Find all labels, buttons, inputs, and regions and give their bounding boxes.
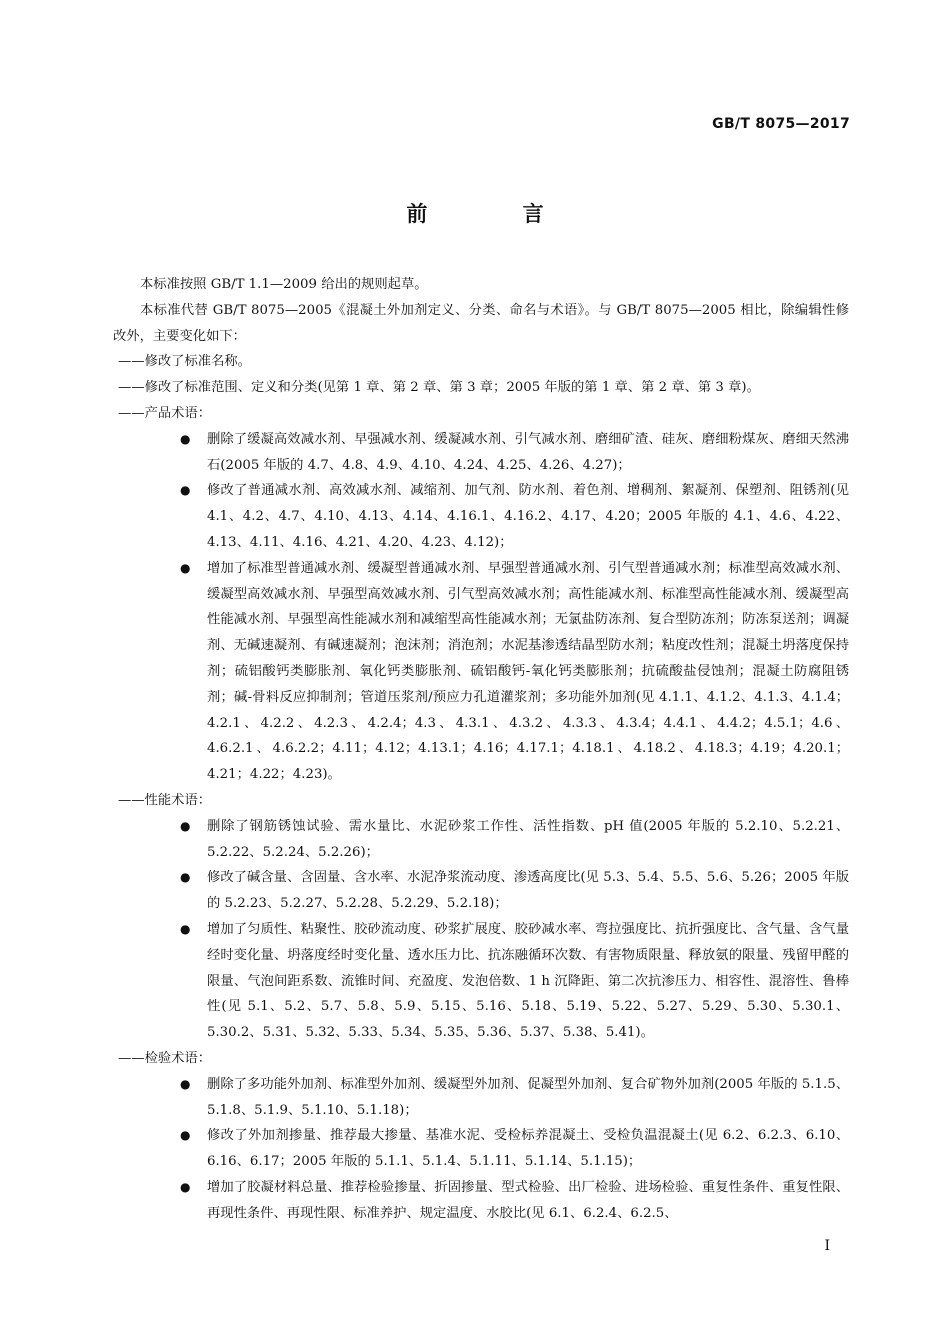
list-item-text: 增加了胶凝材料总量、推荐检验掺量、折固掺量、型式检验、出厂检验、进场检验、重复性条件、重复性限、再现性条件、再现性限、标准养护、规定温度、水胶比(见 6.1、6.2.4、6.2.5、	[207, 1179, 849, 1221]
change-scope: ——修改了标准范围、定义和分类(见第 1 章、第 2 章、第 3 章；2005 年版的第 1 章、第 2 章、第 3 章)。	[118, 380, 760, 396]
page-number: I	[824, 1238, 830, 1254]
bullet-icon: ●	[180, 818, 191, 833]
list-item-text: 删除了多功能外加剂、标准型外加剂、缓凝型外加剂、促凝型外加剂、复合矿物外加剂(2005 年版的 5.1.5、5.1.8、5.1.9、5.1.10、5.1.18)；	[207, 1076, 849, 1118]
test-terms-list	[113, 1072, 849, 1227]
list-item-text: 增加了匀质性、粘聚性、胶砂流动度、砂浆扩展度、胶砂减水率、弯拉强度比、抗折强度比、含气量、含气量经时变化量、坍落度经时变化量、透水压力比、抗冻融循环次数、有害物质限量、释放氨的限量、残留甲醛的限量、气泡间距系数、流锥时间、充盈度、发泡倍数、1 h 沉降距、第二次抗渗压力、相容性、混溶性、鲁棒性(见 5.1、5.2、5.7、5.8、5.9、5.15、5.16、5.18、5.19、5.22、5.27、5.29、5.30、5.30.1、5.30.2、5.31、5.32、5.33、5.34、5.35、5.36、5.37、5.38、5.41)。	[207, 921, 849, 1041]
list-item	[113, 1072, 849, 1124]
bullet-icon: ●	[180, 921, 191, 936]
bullet-icon: ●	[180, 1076, 191, 1091]
bullet-icon: ●	[180, 1179, 191, 1194]
list-item	[113, 1123, 849, 1175]
test-terms-heading: ——检验术语：	[118, 1050, 212, 1066]
bullet-icon: ●	[180, 560, 191, 575]
list-item	[113, 814, 849, 866]
performance-terms-list	[113, 814, 849, 1046]
list-item-text: 增加了标准型普通减水剂、缓凝型普通减水剂、早强型普通减水剂、引气型普通减水剂；标准型高效减水剂、缓凝型高效减水剂、早强型高效减水剂、引气型高效减水剂；高性能减水剂、标准型高性能减水剂、缓凝型高性能减水剂、早强型高性能减水剂和减缩型高性能减水剂；无氯盐防冻剂、复合型防冻剂；防冻泵送剂；调凝剂、无碱速凝剂、有碱速凝剂；泡沫剂；消泡剂；水泥基渗透结晶型防水剂；粘度改性剂；混凝土坍落度保持剂；硫铝酸钙类膨胀剂、氧化钙类膨胀剂、硫铝酸钙-氧化钙类膨胀剂；抗硫酸盐侵蚀剂；混凝土防腐阻锈剂；碱-骨料反应抑制剂；管道压浆剂/预应力孔道灌浆剂；多功能外加剂(见 4.1.1、4.1.2、4.1.3、4.1.4；4.2.1、4.2.2、4.2.3、4.2.4；4.3、4.3.1、4.3.2、4.3.3、4.3.4；4.4.1、4.4.2；4.5.1；4.6、4.6.2.1、4.6.2.2；4.11；4.12；4.13.1；4.16；4.17.1；4.18.1、4.18.2、4.18.3；4.19；4.20.1；4.21；4.22；4.23)。	[207, 560, 849, 783]
product-terms-heading: ——产品术语：	[118, 405, 212, 421]
page-title: 前 言	[406, 202, 588, 226]
list-item-text: 修改了碱含量、含固量、含水率、水泥净浆流动度、渗透高度比(见 5.3、5.4、5.5、5.6、5.26；2005 年版的 5.2.23、5.2.27、5.2.28、5.2.29、5.2.18)；	[207, 870, 849, 912]
document-body	[113, 272, 849, 1226]
list-item	[113, 1175, 849, 1227]
bullet-icon: ●	[180, 870, 191, 885]
list-item	[113, 556, 849, 788]
list-item	[113, 917, 849, 1046]
bullet-icon: ●	[180, 483, 191, 498]
list-item	[113, 865, 849, 917]
list-item-text: 修改了外加剂掺量、推荐最大掺量、基准水泥、受检标养混凝土、受检负温混凝土(见 6.2、6.2.3、6.10、6.16、6.17；2005 年版的 5.1.1、5.1.4、5.1.11、5.1.14、5.1.15)；	[207, 1128, 849, 1170]
list-item	[113, 478, 849, 555]
list-item-text: 删除了钢筋锈蚀试验、需水量比、水泥砂浆工作性、活性指数、pH 值(2005 年版的 5.2.10、5.2.21、5.2.22、5.2.24、5.2.26)；	[207, 818, 849, 860]
list-item	[113, 427, 849, 479]
intro-paragraph-1: 本标准按照 GB/T 1.1—2009 给出的规则起草。	[140, 277, 428, 292]
intro-paragraph-2: 本标准代替 GB/T 8075—2005《混凝土外加剂定义、分类、命名与术语》。与 GB/T 8075—2005 相比，除编辑性修改外，主要变化如下：	[113, 302, 849, 344]
standard-number: GB/T 8075—2017	[712, 116, 850, 132]
product-terms-list	[113, 427, 849, 788]
list-item-text: 修改了普通减水剂、高效减水剂、减缩剂、加气剂、防水剂、着色剂、增稠剂、絮凝剂、保塑剂、阻锈剂(见 4.1、4.2、4.7、4.10、4.13、4.14、4.16.1、4.16.2、4.17、4.20；2005 年版的 4.1、4.6、4.22、4.13、4.11、4.16、4.21、4.20、4.23、4.12)；	[207, 483, 849, 550]
change-standard-name: ——修改了标准名称。	[118, 354, 251, 370]
bullet-icon: ●	[180, 1128, 191, 1143]
list-item-text: 删除了缓凝高效减水剂、早强减水剂、缓凝减水剂、引气减水剂、磨细矿渣、硅灰、磨细粉煤灰、磨细天然沸石(2005 年版的 4.7、4.8、4.9、4.10、4.24、4.25、4.26、4.27)；	[207, 431, 849, 473]
bullet-icon: ●	[180, 431, 191, 446]
performance-terms-heading: ——性能术语：	[118, 792, 212, 808]
